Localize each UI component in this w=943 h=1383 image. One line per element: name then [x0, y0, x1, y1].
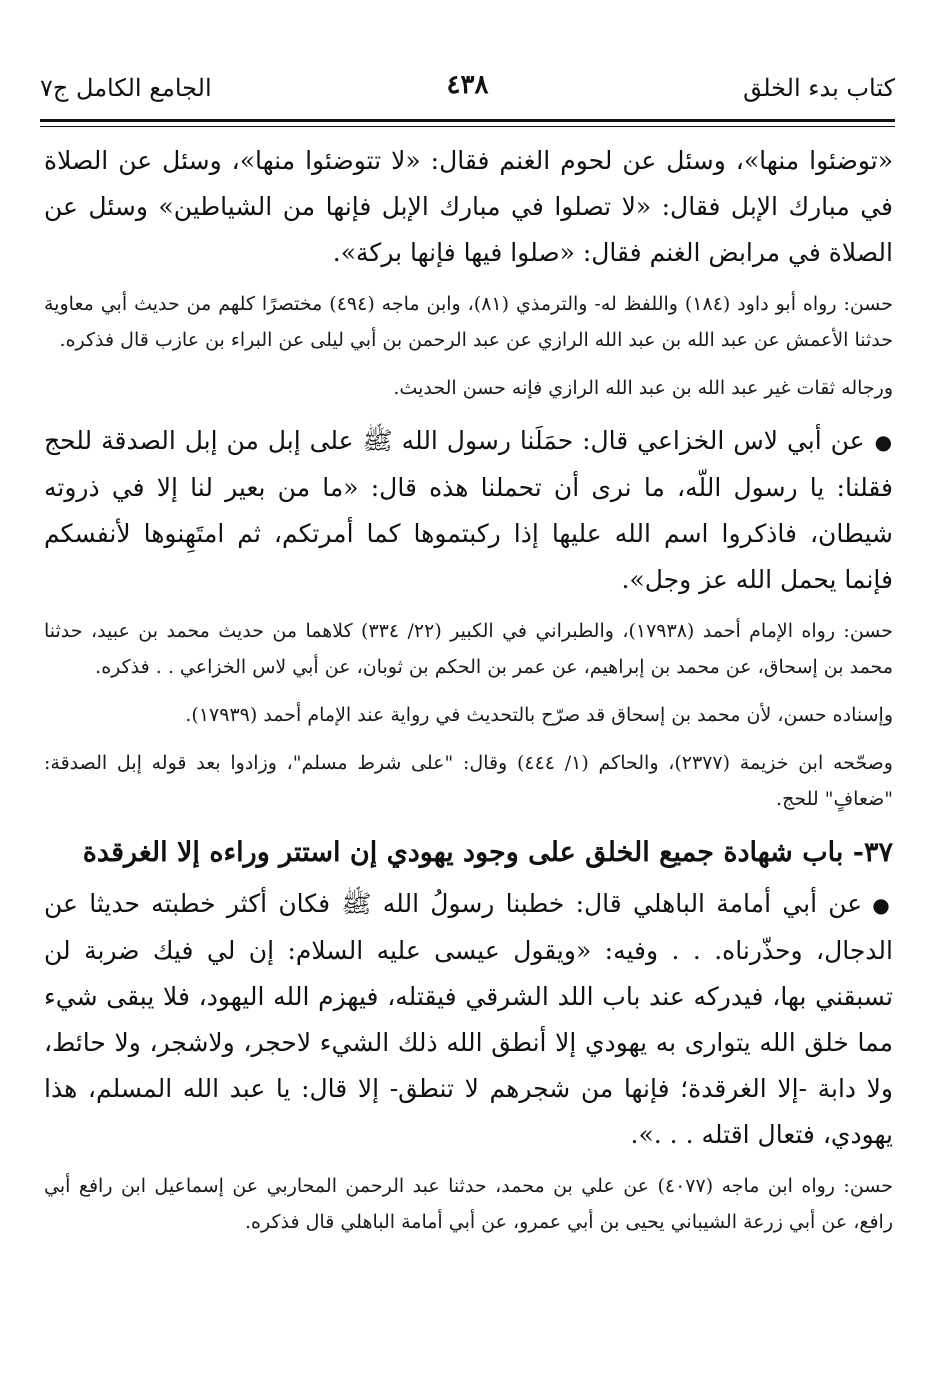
hadith-text: عن أبي أمامة الباهلي قال: خطبنا رسولُ الله ﷺ فكان أكثر خطبته حديثا عن الدجال، وحذّرناه. . . وفيه: «ويقول عيسى عليه السلام: إن لي فيك ضربة لن تسبقني بها، فيدركه عند باب اللد الشرقي فيقتله، فيهزم الله اليهود، فلا يبقى شيء مما خلق الله يتوارى به يهودي إلا أنطق الله ذلك الشيء لاحجر، ولاشجر، ولا حائط، ولا دابة -إلا الغرقدة؛ فإنها من شجرهم لا تنطق- إلا قال: يا عبد الله المسلم، هذا يهودي، فتعال اقتله . . .».	[44, 889, 893, 1149]
hadith-paragraph	[44, 418, 893, 603]
takhrij-note: حسن: رواه الإمام أحمد (١٧٩٣٨)، والطبراني في الكبير (٢٢/ ٣٣٤) كلاهما من حديث محمد بن عبيد، حدثنا محمد بن إسحاق، عن محمد بن إبراهيم، عن عمر بن الحكم بن ثوبان، عن أبي لاس الخزاعي . . فذكره.	[44, 620, 893, 678]
hadith-text: «توضئوا منها»، وسئل عن لحوم الغنم فقال: «لا تتوضئوا منها»، وسئل عن الصلاة في مبارك الإبل فقال: «لا تصلوا في مبارك الإبل فإنها من الشياطين» وسئل عن الصلاة في مرابض الغنم فقال: «صلوا فيها فإنها بركة».	[44, 146, 893, 267]
page-number: ٤٣٨	[446, 70, 489, 100]
takhrij-note: وإسناده حسن، لأن محمد بن إسحاق قد صرّح بالتحديث في رواية عند الإمام أحمد (١٧٩٣٩).	[185, 704, 893, 726]
takhrij-note: حسن: رواه ابن ماجه (٤٠٧٧) عن علي بن محمد، حدثنا عبد الرحمن المحاربي عن إسماعيل ابن رافع أبي رافع، عن أبي زرعة الشيباني يحيى بن أبي عمرو، عن أبي أمامة الباهلي قال فذكره.	[44, 1175, 893, 1233]
hadith-paragraph	[44, 881, 893, 1158]
takhrij-note: ورجاله ثقات غير عبد الله بن عبد الله الرازي فإنه حسن الحديث.	[393, 377, 893, 399]
running-head-title: الجامع الكامل ج٧	[40, 74, 212, 102]
header-rule-thin	[40, 126, 895, 127]
chapter-heading: ٣٧- باب شهادة جميع الخلق على وجود يهودي إن استتر وراءه إلا الغرقدة	[82, 837, 893, 868]
page-body	[44, 138, 893, 1252]
running-head-section: كتاب بدء الخلق	[743, 74, 895, 102]
page-header	[40, 68, 895, 112]
takhrij-note: حسن: رواه أبو داود (١٨٤) واللفظ له- والترمذي (٨١)، وابن ماجه (٤٩٤) مختصرًا كلهم من حديث أبي معاوية حدثنا الأعمش عن عبد الله بن عبد الله الرازي عن عبد الرحمن بن أبي ليلى عن البراء بن عازب قال فذكره.	[44, 293, 893, 351]
bullet-icon: ●	[872, 893, 893, 917]
hadith-text: عن أبي لاس الخزاعي قال: حمَلَنا رسول الله ﷺ على إبل من إبل الصدقة للحج فقلنا: يا رسول اللّه، ما نرى أن تحملنا هذه قال: «ما من بعير لنا إلا في ذروته شيطان، فاذكروا اسم الله عليها إذا ركبتموها كما أمرتكم، ثم امتَهِنوها لأنفسكم فإنما يحمل الله عز وجل».	[44, 426, 893, 594]
header-rule-thick	[40, 119, 895, 122]
bullet-icon: ●	[874, 430, 893, 454]
takhrij-note: وصحّحه ابن خزيمة (٢٣٧٧)، والحاكم (١/ ٤٤٤) وقال: "على شرط مسلم"، وزادوا بعد قوله إبل الصدقة: "ضعافٍ" للحج.	[44, 752, 893, 810]
